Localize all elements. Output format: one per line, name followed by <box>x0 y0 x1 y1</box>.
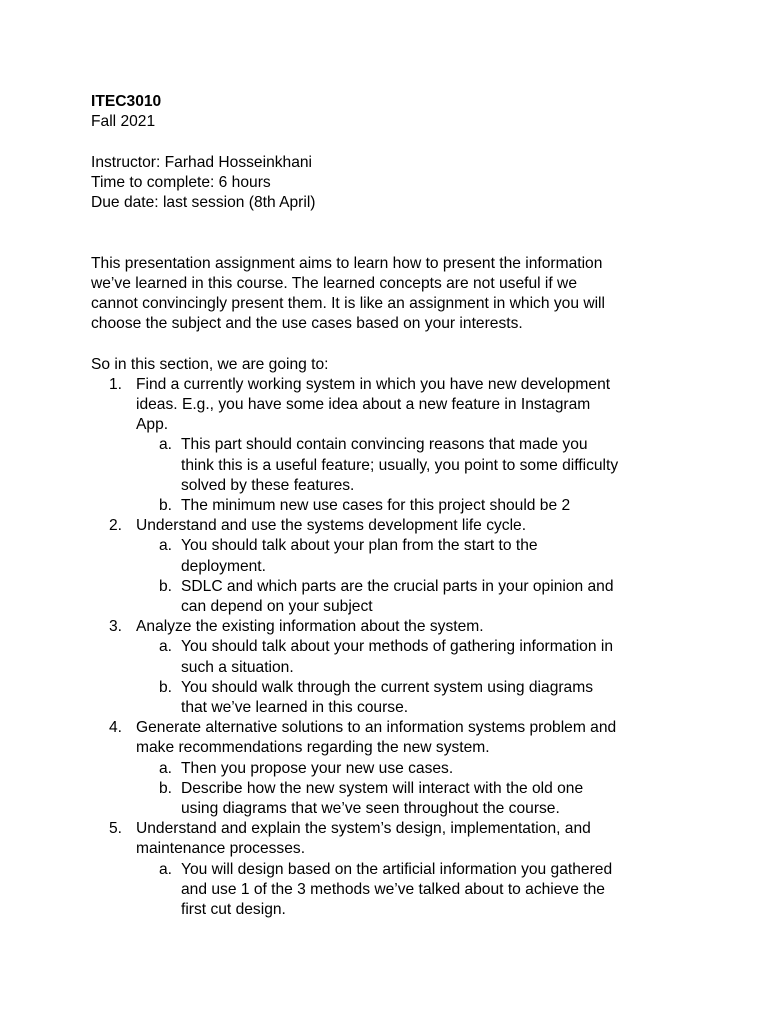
sub-item-letter: a. <box>159 860 173 878</box>
list-item <box>91 718 691 819</box>
sub-list <box>136 536 691 617</box>
item-text: Find a currently working system in which you have new development <box>136 375 611 393</box>
sub-list-item <box>136 577 691 617</box>
sub-item-text: This part should contain convincing reasons that made you <box>181 436 588 454</box>
sub-item-text: solved by these features. <box>181 476 355 494</box>
sub-item-text: using diagrams that we’ve seen throughout the course. <box>181 800 560 818</box>
list-item <box>91 819 691 920</box>
item-number: 2. <box>109 517 123 535</box>
item-number: 1. <box>109 375 123 393</box>
item-text: Generate alternative solutions to an information systems problem and <box>136 719 617 737</box>
sub-item-text: The minimum new use cases for this project should be 2 <box>181 497 571 515</box>
list-item <box>91 375 691 516</box>
sub-list-item <box>136 435 691 496</box>
list-item <box>91 516 691 617</box>
sub-item-text: can depend on your subject <box>181 598 373 616</box>
item-number: 5. <box>109 820 123 838</box>
sub-item-text: You will design based on the artificial information you gathered <box>181 860 613 878</box>
sub-item-letter: a. <box>159 436 173 454</box>
sub-item-letter: b. <box>159 577 173 595</box>
document-body <box>91 92 691 920</box>
item-text: maintenance processes. <box>136 840 306 858</box>
sub-item-text: that we’ve learned in this course. <box>181 699 409 717</box>
sub-list <box>136 637 691 718</box>
sub-list-item <box>136 496 691 516</box>
sub-item-letter: b. <box>159 779 173 797</box>
sub-item-text: You should walk through the current system using diagrams <box>181 678 594 696</box>
course-code: ITEC3010 <box>91 93 162 110</box>
sub-item-text: such a situation. <box>181 658 294 676</box>
sub-list-item <box>136 759 691 779</box>
sub-list-item <box>136 637 691 677</box>
item-number: 3. <box>109 618 123 636</box>
sub-item-text: and use 1 of the 3 methods we’ve talked about to achieve the <box>181 880 605 898</box>
sub-item-letter: b. <box>159 497 173 515</box>
intro-line: we’ve learned in this course. The learned concepts are not useful if we <box>91 274 577 292</box>
sub-item-text: think this is a useful feature; usually, you point to some difficulty <box>181 456 619 474</box>
item-text: ideas. E.g., you have some idea about a new feature in Instagram <box>136 396 591 413</box>
sub-list <box>136 860 691 921</box>
sub-list <box>136 435 691 516</box>
sub-item-text: You should talk about your methods of gathering information in <box>181 638 613 656</box>
section-lead: So in this section, we are going to: <box>91 355 329 373</box>
item-text: Understand and explain the system’s design, implementation, and <box>136 820 591 838</box>
sub-list-item <box>136 536 691 576</box>
sub-item-text: first cut design. <box>181 901 286 919</box>
sub-item-text: Describe how the new system will interact with the old one <box>181 779 584 797</box>
intro-line: choose the subject and the use cases based on your interests. <box>91 315 523 333</box>
item-text: Analyze the existing information about the system. <box>136 618 484 636</box>
item-text: make recommendations regarding the new system. <box>136 739 490 757</box>
item-text: Understand and use the systems development life cycle. <box>136 517 527 535</box>
item-text: App. <box>136 416 169 434</box>
term: Fall 2021 <box>91 113 156 131</box>
sub-item-text: You should talk about your plan from the start to the <box>181 537 538 555</box>
sub-item-letter: a. <box>159 638 173 656</box>
sub-list <box>136 759 691 820</box>
sub-item-text: deployment. <box>181 557 266 575</box>
task-list <box>91 375 691 920</box>
instructor-line: Instructor: Farhad Hosseinkhani <box>91 153 313 171</box>
sub-item-text: SDLC and which parts are the crucial parts in your opinion and <box>181 577 614 595</box>
due-date-line: Due date: last session (8th April) <box>91 194 316 211</box>
intro-paragraph <box>91 254 691 335</box>
sub-item-letter: b. <box>159 678 173 696</box>
intro-line: This presentation assignment aims to learn how to present the information <box>91 254 603 272</box>
sub-list-item <box>136 678 691 718</box>
item-number: 4. <box>109 719 123 737</box>
time-line: Time to complete: 6 hours <box>91 173 271 191</box>
sub-list-item <box>136 860 691 921</box>
sub-item-text: Then you propose your new use cases. <box>181 759 454 777</box>
intro-line: cannot convincingly present them. It is like an assignment in which you will <box>91 295 605 312</box>
sub-item-letter: a. <box>159 759 173 777</box>
sub-list-item <box>136 779 691 819</box>
list-item <box>91 617 691 718</box>
sub-item-letter: a. <box>159 537 173 555</box>
